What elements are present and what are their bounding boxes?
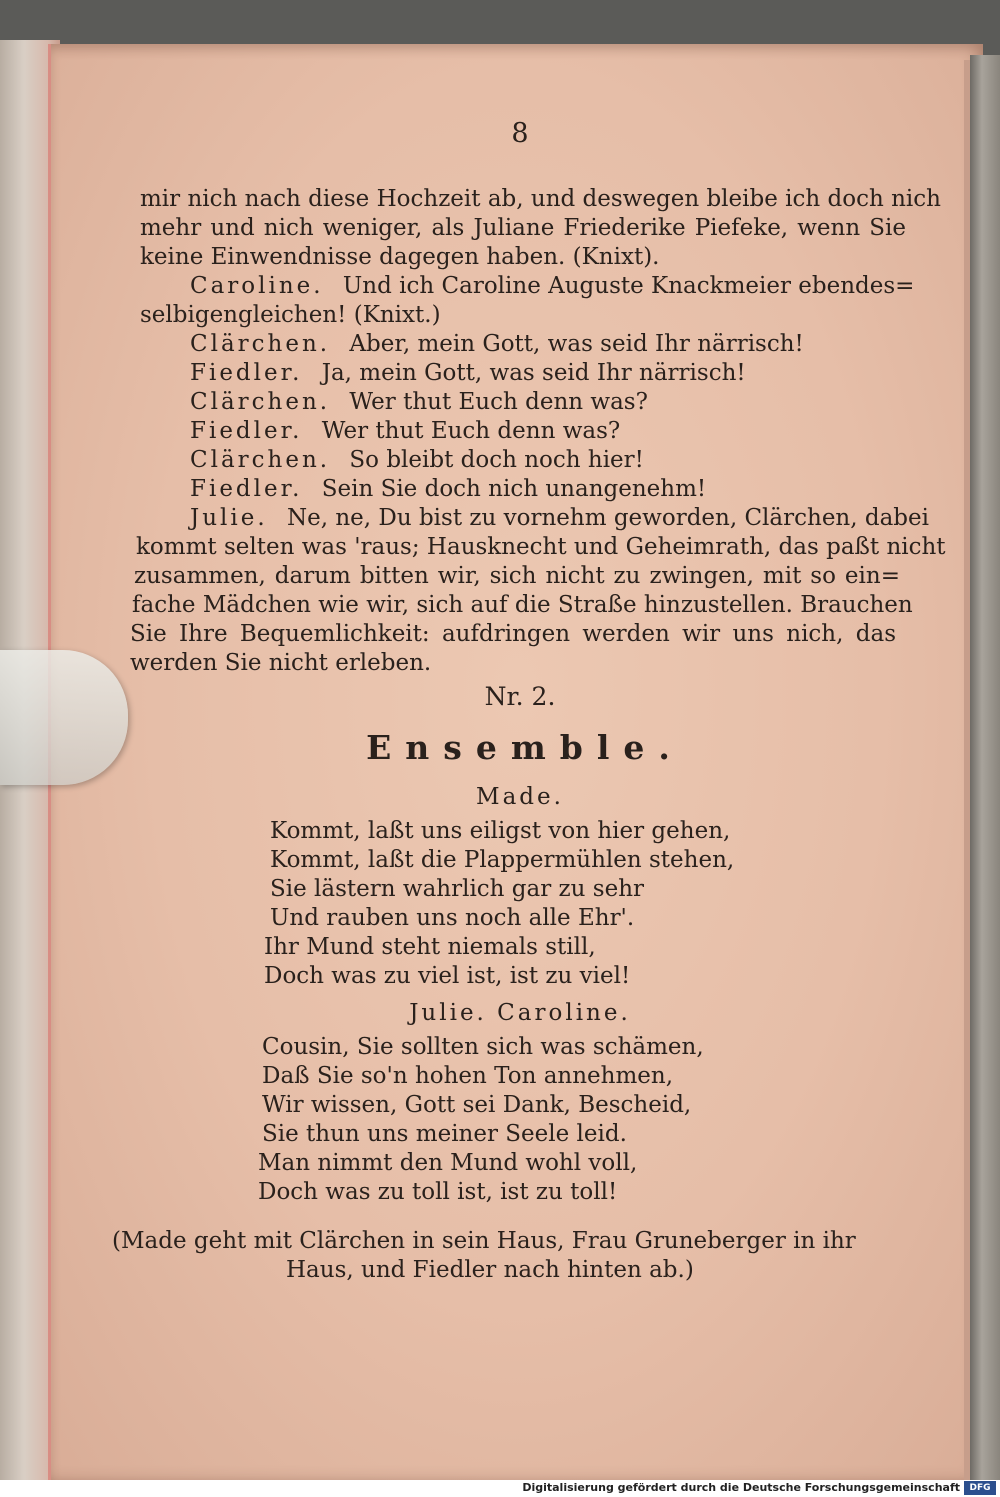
section-title: Ensemble. [366,728,684,767]
text-line: mir nich nach diese Hochzeit ab, und deswegen bleibe ich doch nich [140,186,941,212]
verse-line: Sie lästern wahrlich gar zu sehr [270,876,645,902]
speech: Sein Sie doch nich unangenehm! [321,476,707,502]
stanza-speaker: Made. [476,784,564,810]
dialogue-line [190,331,804,357]
dialogue-line [190,418,620,444]
speaker-name: Clärchen. [190,447,331,473]
dfg-logo: DFG [964,1481,996,1495]
speaker-name: Clärchen. [190,331,331,357]
speech: Ja, mein Gott, was seid Ihr närrisch! [321,360,746,386]
verse-line: Ihr Mund steht niemals still, [264,934,596,960]
verse-line: Daß Sie so'n hohen Ton annehmen, [262,1063,674,1089]
dialogue-line [190,447,644,473]
speaker-name: Julie. [190,505,268,531]
verse-line: Doch was zu toll ist, ist zu toll! [258,1179,618,1205]
text-line: mehr und nich weniger, als Juliane Friederike Piefeke, wenn Sie [140,215,906,241]
stanza-speaker: Julie. Caroline. [409,1000,631,1026]
speaker-name: Fiedler. [190,360,303,386]
speech: Wer thut Euch denn was? [321,418,621,444]
stage-direction-line: Haus, und Fiedler nach hinten ab.) [286,1257,694,1283]
verse-line: Kommt, laßt uns eiligst von hier gehen, [270,818,731,844]
speaker-name: Fiedler. [190,476,303,502]
footer-credit: Digitalisierung gefördert durch die Deutsche Forschungsgemeinschaft [522,1481,960,1494]
footer-bar [0,1480,1000,1497]
text-line: Sie Ihre Bequemlichkeit: aufdringen werden wir uns nich, das [130,621,896,647]
text-line: fache Mädchen wie wir, sich auf die Straße hinzustellen. Brauchen [132,592,913,618]
speech: Wer thut Euch denn was? [349,389,648,415]
speech: Aber, mein Gott, was seid Ihr närrisch! [349,331,804,357]
dialogue-line [190,505,929,531]
verse-line: Wir wissen, Gott sei Dank, Bescheid, [262,1092,692,1118]
verse-line: Man nimmt den Mund wohl voll, [258,1150,638,1176]
verse-line: Kommt, laßt die Plappermühlen stehen, [270,847,735,873]
dialogue-line [190,389,648,415]
speech: Und ich Caroline Auguste Knackmeier ebendes= [342,273,915,299]
speech: Ne, ne, Du bist zu vornehm geworden, Clärchen, dabei [286,505,929,531]
verse-line: Sie thun uns meiner Seele leid. [262,1121,627,1147]
text-line: kommt selten was 'raus; Hausknecht und Geheimrath, das paßt nicht [136,534,946,560]
dialogue-line [190,360,746,386]
number-heading: Nr. 2. [484,682,556,711]
speaker-name: Fiedler. [190,418,303,444]
verse-line: Cousin, Sie sollten sich was schämen, [262,1034,704,1060]
text-line: werden Sie nicht erleben. [130,650,432,676]
text-line: keine Einwendnisse dagegen haben. (Knixt). [140,244,660,270]
speaker-name: Clärchen. [190,389,331,415]
verse-line: Doch was zu viel ist, ist zu viel! [264,963,631,989]
text-line: zusammen, darum bitten wir, sich nicht zu zwingen, mit so ein= [134,563,900,589]
dialogue-line [190,273,914,299]
text-line: selbigengleichen! (Knixt.) [140,302,441,328]
stage-direction-line: (Made geht mit Clärchen in sein Haus, Frau Gruneberger in ihr [112,1228,856,1254]
speech: So bleibt doch noch hier! [349,447,644,473]
verse-line: Und rauben uns noch alle Ehr'. [270,905,635,931]
speaker-name: Caroline. [190,273,324,299]
page-number: 8 [511,118,529,149]
dialogue-line [190,476,706,502]
